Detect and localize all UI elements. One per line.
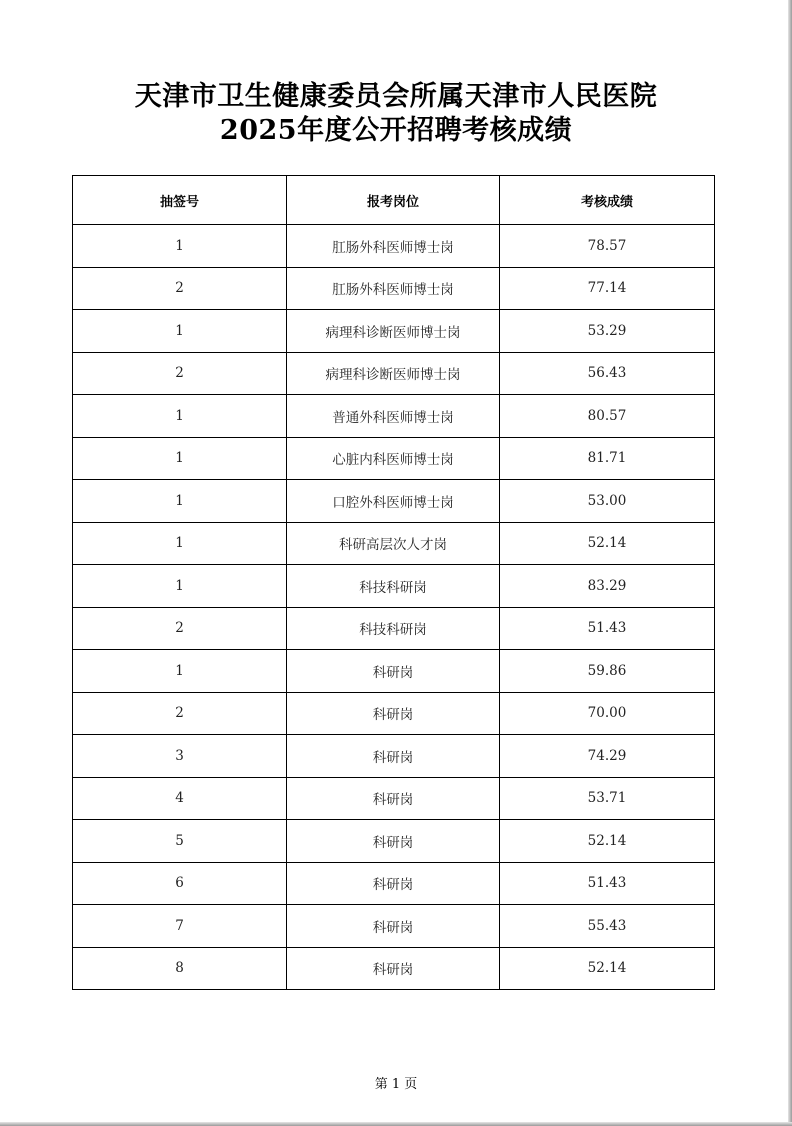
position-cell: 科研岗 xyxy=(287,947,500,990)
table-row xyxy=(73,480,715,523)
draw-number-cell: 2 xyxy=(73,267,287,310)
table-row xyxy=(73,947,715,990)
draw-number-cell: 2 xyxy=(73,607,287,650)
score-cell: 56.43 xyxy=(500,352,715,395)
position-cell: 科研岗 xyxy=(287,905,500,948)
draw-number-cell: 2 xyxy=(73,692,287,735)
score-table xyxy=(72,175,715,990)
draw-number-cell: 1 xyxy=(73,522,287,565)
score-cell: 77.14 xyxy=(500,267,715,310)
header-position: 报考岗位 xyxy=(287,176,500,225)
draw-number-cell: 1 xyxy=(73,565,287,608)
draw-number-cell: 2 xyxy=(73,352,287,395)
score-cell: 51.43 xyxy=(500,607,715,650)
score-cell: 52.14 xyxy=(500,947,715,990)
draw-number-cell: 8 xyxy=(73,947,287,990)
draw-number-cell: 3 xyxy=(73,735,287,778)
score-cell: 52.14 xyxy=(500,522,715,565)
position-cell: 肛肠外科医师博士岗 xyxy=(287,267,500,310)
table-row xyxy=(73,692,715,735)
document-title-line-1: 天津市卫生健康委员会所属天津市人民医院 xyxy=(134,81,658,112)
position-cell: 科研高层次人才岗 xyxy=(287,522,500,565)
draw-number-cell: 5 xyxy=(73,820,287,863)
position-cell: 肛肠外科医师博士岗 xyxy=(287,225,500,268)
score-cell: 53.29 xyxy=(500,310,715,353)
position-cell: 科研岗 xyxy=(287,692,500,735)
table-row xyxy=(73,267,715,310)
score-cell: 78.57 xyxy=(500,225,715,268)
page-edge-shadow-right xyxy=(788,0,792,1126)
score-cell: 80.57 xyxy=(500,395,715,438)
position-cell: 病理科诊断医师博士岗 xyxy=(287,310,500,353)
draw-number-cell: 7 xyxy=(73,905,287,948)
table-row xyxy=(73,735,715,778)
document-title-line-2: 2025年度公开招聘考核成绩 xyxy=(219,115,573,146)
position-cell: 科研岗 xyxy=(287,777,500,820)
score-cell: 70.00 xyxy=(500,692,715,735)
table-row xyxy=(73,395,715,438)
score-cell: 51.43 xyxy=(500,862,715,905)
position-cell: 口腔外科医师博士岗 xyxy=(287,480,500,523)
position-cell: 科技科研岗 xyxy=(287,607,500,650)
draw-number-cell: 1 xyxy=(73,225,287,268)
score-cell: 52.14 xyxy=(500,820,715,863)
draw-number-cell: 1 xyxy=(73,480,287,523)
table-row xyxy=(73,820,715,863)
score-cell: 74.29 xyxy=(500,735,715,778)
position-cell: 普通外科医师博士岗 xyxy=(287,395,500,438)
page-number: 第 1 页 xyxy=(374,1077,418,1092)
table-row xyxy=(73,522,715,565)
header-draw-number: 抽签号 xyxy=(73,176,287,225)
draw-number-cell: 6 xyxy=(73,862,287,905)
draw-number-cell: 4 xyxy=(73,777,287,820)
table-row xyxy=(73,437,715,480)
score-cell: 55.43 xyxy=(500,905,715,948)
table-row xyxy=(73,225,715,268)
position-cell: 病理科诊断医师博士岗 xyxy=(287,352,500,395)
table-header-row xyxy=(73,176,715,225)
position-cell: 科研岗 xyxy=(287,820,500,863)
score-cell: 53.00 xyxy=(500,480,715,523)
score-cell: 83.29 xyxy=(500,565,715,608)
position-cell: 科研岗 xyxy=(287,735,500,778)
position-cell: 科研岗 xyxy=(287,650,500,693)
table-row xyxy=(73,607,715,650)
draw-number-cell: 1 xyxy=(73,395,287,438)
position-cell: 科技科研岗 xyxy=(287,565,500,608)
position-cell: 科研岗 xyxy=(287,862,500,905)
draw-number-cell: 1 xyxy=(73,437,287,480)
header-score: 考核成绩 xyxy=(500,176,715,225)
score-cell: 81.71 xyxy=(500,437,715,480)
table-row xyxy=(73,650,715,693)
table-row xyxy=(73,905,715,948)
draw-number-cell: 1 xyxy=(73,310,287,353)
table-row xyxy=(73,565,715,608)
score-cell: 59.86 xyxy=(500,650,715,693)
table-row xyxy=(73,862,715,905)
position-cell: 心脏内科医师博士岗 xyxy=(287,437,500,480)
table-row xyxy=(73,352,715,395)
page-edge-shadow-bottom xyxy=(0,1122,792,1126)
table-row xyxy=(73,310,715,353)
table-row xyxy=(73,777,715,820)
draw-number-cell: 1 xyxy=(73,650,287,693)
score-cell: 53.71 xyxy=(500,777,715,820)
